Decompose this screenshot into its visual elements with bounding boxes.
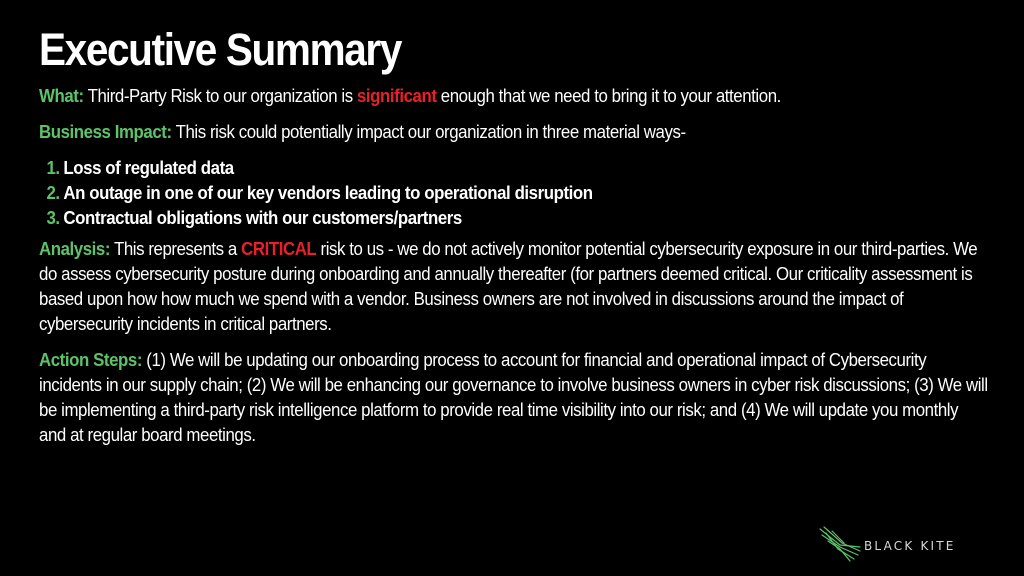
list-item-number: 3. <box>46 208 60 228</box>
what-highlight: significant <box>356 86 437 106</box>
slide-content <box>39 22 989 459</box>
what-text-before: Third-Party Risk to our organization is <box>83 86 357 106</box>
action-steps-text: (1) We will be updating our onboarding process to account for financial and operational impact of Cybersecurity incidents in our supply chain; (2) We will be enhancing our governance to involve business owners in cyber risk discussions; (3) We will be implementing a third-party risk intelligence platform to provide real time visibility into our risk; and (4) We will update you monthly and at regular board meetings. <box>39 350 988 445</box>
list-item <box>46 156 995 181</box>
logo <box>818 526 958 566</box>
list-item-text: An outage in one of our key vendors leading to operational disruption <box>63 183 593 203</box>
what-label: What: <box>39 86 84 106</box>
what-paragraph <box>39 84 988 109</box>
what-text-after: enough that we need to bring it to your attention. <box>436 86 781 106</box>
business-impact-text: This risk could potentially impact our organization in three material ways- <box>171 122 686 142</box>
business-impact-paragraph <box>39 120 988 145</box>
analysis-text-before: This represents a <box>110 239 242 259</box>
action-steps-paragraph <box>39 348 988 448</box>
logo-text: BLACK KITE <box>864 539 956 553</box>
action-steps-label: Action Steps: <box>39 350 143 370</box>
list-item-text: Contractual obligations with our customers/partners <box>63 208 462 228</box>
list-item <box>46 181 995 206</box>
list-item-number: 2. <box>46 183 60 203</box>
analysis-text-after: risk to us - we do not actively monitor potential cybersecurity exposure in our third-parties. We do assess cybersecurity posture during onboarding and annually thereafter (for partners deemed critical. Our criticality assessment is based upon how how much we spend with a vendor. Business owners are not involved in discussions around the impact of cybersecurity incidents in critical partners. <box>39 239 978 334</box>
list-item-text: Loss of regulated data <box>63 158 234 178</box>
impact-list <box>39 156 996 231</box>
list-item-number: 1. <box>46 158 60 178</box>
analysis-label: Analysis: <box>39 239 111 259</box>
business-impact-label: Business Impact: <box>39 122 172 142</box>
page-title: Executive Summary <box>39 24 402 75</box>
list-item <box>46 206 995 231</box>
analysis-paragraph <box>39 237 988 337</box>
analysis-highlight: CRITICAL <box>241 239 317 259</box>
black-kite-logo-icon <box>818 525 862 568</box>
